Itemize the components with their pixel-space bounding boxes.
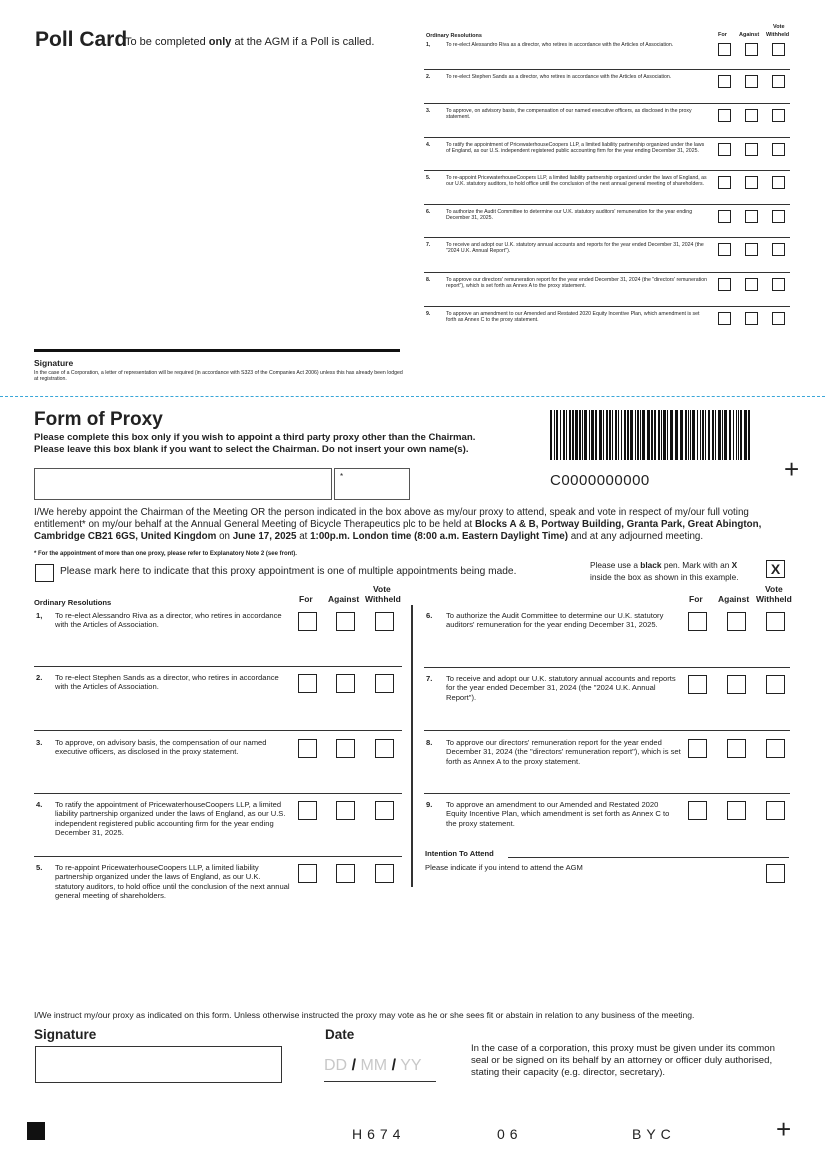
proxy-resolution-number: 9. [426, 800, 433, 809]
date-sep-1: / [351, 1057, 357, 1074]
barcode-bar [718, 410, 721, 460]
barcode-bar [647, 410, 650, 460]
barcode-bar [618, 410, 619, 460]
proxy-resolution-text: To approve our directors' remuneration report for the year ended December 31, 2024 (the "directors' remuneration report"), which is set forth as Annex A to the proxy statement. [446, 738, 681, 766]
proxy-withheld-checkbox-2[interactable] [375, 674, 394, 693]
proxy-for-checkbox-5[interactable] [298, 864, 317, 883]
poll-row-rule [424, 272, 790, 273]
registration-mark-top: + [784, 454, 800, 484]
poll-withheld-checkbox-3[interactable] [772, 109, 785, 122]
proxy-against-checkbox-9[interactable] [727, 801, 746, 820]
barcode-bar [563, 410, 565, 460]
barcode-bar [663, 410, 666, 460]
barcode-bar [606, 410, 608, 460]
barcode-bar [722, 410, 723, 460]
registration-mark-bottom: + [776, 1114, 792, 1144]
poll-resolution-number: 8. [426, 277, 431, 283]
barcode [550, 410, 752, 460]
barcode-bar [566, 410, 567, 460]
poll-resolution-text: To ratify the appointment of PricewaterhouseCoopers LLP, a limited liability partnership organized under the laws of England, as our U.S. independent registered public accounting firm for the year ending December 31, 2025. [446, 142, 705, 155]
barcode-bar [572, 410, 574, 460]
barcode-bar [658, 410, 660, 460]
barcode-bar [733, 410, 734, 460]
barcode-bar [700, 410, 701, 460]
proxy-row-rule [34, 666, 402, 667]
barcode-bar [688, 410, 689, 460]
proxy-resolution-text: To re-elect Stephen Sands as a director, who retires in accordance with the Articles of Association. [55, 673, 279, 692]
intention-rule [508, 857, 789, 858]
barcode-bar [724, 410, 727, 460]
appoint-at: at [299, 530, 308, 542]
proxy-withheld-checkbox-1[interactable] [375, 612, 394, 631]
proxy-against-checkbox-6[interactable] [727, 612, 746, 631]
poll-col-for: For [718, 32, 727, 38]
pen-post: inside the box as shown in this example. [590, 571, 739, 582]
barcode-bar [654, 410, 656, 460]
poll-resolution-text: To re-elect Alessandro Riva as a director, who retires in accordance with the Articles of Association. [446, 42, 674, 48]
signature-box[interactable] [35, 1046, 282, 1083]
poll-row-rule [424, 306, 790, 307]
proxy-resolution-number: 4. [36, 800, 43, 809]
barcode-bar [702, 410, 704, 460]
proxy-left-col-vote: Vote [373, 584, 391, 594]
proxy-title: Form of Proxy [34, 409, 163, 430]
proxy-votes-asterisk: * [340, 472, 344, 481]
pen-x: X [731, 560, 738, 570]
barcode-bar [615, 410, 617, 460]
barcode-number: C0000000000 [550, 472, 650, 489]
poll-resolution-text: To approve our directors' remuneration report for the year ended December 31, 2024 (the "directors' remuneration report"), which is set forth as Annex A to the proxy statement. [446, 277, 708, 290]
proxy-resolution-text: To re-appoint PricewaterhouseCoopers LLP, a limited liability partnership organized under the laws of England, as our U.K. statutory auditors, to hold office until the conclusion of the next annual general meeting of shareholders. [55, 863, 290, 900]
proxy-for-checkbox-4[interactable] [298, 801, 317, 820]
proxy-row-rule [424, 667, 790, 668]
proxy-right-col-against: Against [718, 594, 750, 604]
poll-for-checkbox-1[interactable] [718, 43, 731, 56]
poll-against-checkbox-4[interactable] [745, 143, 758, 156]
intention-text: Please indicate if you intend to attend the AGM [425, 863, 583, 872]
barcode-bar [729, 410, 731, 460]
proxy-name-input[interactable] [34, 468, 332, 500]
poll-col-vote: Vote [773, 24, 785, 30]
poll-withheld-checkbox-8[interactable] [772, 278, 785, 291]
barcode-bar [630, 410, 633, 460]
proxy-row-rule [34, 793, 402, 794]
barcode-bar [642, 410, 645, 460]
poll-withheld-checkbox-2[interactable] [772, 75, 785, 88]
proxy-row-rule [424, 793, 790, 794]
proxy-for-checkbox-7[interactable] [688, 675, 707, 694]
date-sep-2: / [391, 1057, 397, 1074]
barcode-bar [627, 410, 629, 460]
proxy-resolution-text: To re-elect Alessandro Riva as a director, who retires in accordance with the Articles of Association. [55, 611, 282, 630]
poll-col-against: Against [739, 32, 760, 38]
poll-for-checkbox-2[interactable] [718, 75, 731, 88]
proxy-resolution-number: 2. [36, 673, 43, 682]
barcode-bar [740, 410, 742, 460]
proxy-against-checkbox-5[interactable] [336, 864, 355, 883]
barcode-bar [599, 410, 602, 460]
poll-row-rule [424, 170, 790, 171]
proxy-resolution-text: To ratify the appointment of PricewaterhouseCoopers LLP, a limited liability partnership organized under the laws of England, as our U.S. independent registered public accounting firm for the year ending December 31, 2025. [55, 800, 286, 837]
poll-resolution-number: 3. [426, 108, 431, 114]
poll-resolution-number: 2. [426, 74, 431, 80]
barcode-bar [675, 410, 678, 460]
date-label: Date [325, 1027, 355, 1042]
poll-for-checkbox-3[interactable] [718, 109, 731, 122]
poll-signature-line [34, 349, 400, 352]
barcode-bar [612, 410, 613, 460]
poll-resolution-number: 7. [426, 242, 431, 248]
proxy-right-col-vote: Vote [765, 584, 783, 594]
appointment-footnote: * For the appointment of more than one proxy, please refer to Explanatory Note 2 (see front). [34, 551, 297, 557]
poll-against-checkbox-7[interactable] [745, 243, 758, 256]
proxy-resolution-text: To approve, on advisory basis, the compensation of our named executive officers, as disclosed in the proxy statement. [55, 738, 267, 757]
poll-withheld-checkbox-9[interactable] [772, 312, 785, 325]
footer-code-1: H674 [352, 1126, 406, 1142]
barcode-bar [554, 410, 555, 460]
appoint-time: 1:00p.m. London time (8:00 a.m. Eastern Daylight Time) [310, 530, 568, 542]
poll-card-subtitle [125, 36, 374, 48]
appoint-date: June 17, 2025 [232, 530, 297, 542]
barcode-bar [624, 410, 626, 460]
poll-withheld-checkbox-4[interactable] [772, 143, 785, 156]
barcode-bar [708, 410, 710, 460]
poll-row-rule [424, 237, 790, 238]
barcode-bar [661, 410, 662, 460]
poll-row-rule [424, 69, 790, 70]
poll-withheld-checkbox-1[interactable] [772, 43, 785, 56]
barcode-bar [670, 410, 673, 460]
barcode-bar [705, 410, 706, 460]
multiple-appointments-label: Please mark here to indicate that this proxy appointment is one of multiple appointments being made. [60, 566, 517, 577]
proxy-resolution-text: To receive and adopt our U.K. statutory annual accounts and reports for the year ended December 31, 2024 (the "2024 U.K. Annual Report"). [446, 674, 676, 702]
pen-pre: Please use a [590, 560, 638, 570]
proxy-for-checkbox-6[interactable] [688, 612, 707, 631]
poll-withheld-checkbox-6[interactable] [772, 210, 785, 223]
poll-subtitle-pre: To be completed [125, 36, 206, 48]
poll-for-checkbox-6[interactable] [718, 210, 731, 223]
barcode-bar [579, 410, 581, 460]
appoint-place: Blocks A & B, Portway Building, Granta Park, Great Abington, Cambridge CB21 6GS, United Kingdom [34, 518, 762, 542]
poll-resolution-text: To approve, on advisory basis, the compensation of our named executive officers, as disclosed in the proxy statement. [446, 108, 692, 121]
proxy-instruction-2: Please leave this box blank if you want to select the Chairman. Do not insert your own name(s). [34, 444, 469, 455]
proxy-resolution-text: To authorize the Audit Committee to determine our U.K. statutory auditors' remuneration for the year ending December 31, 2025. [446, 611, 664, 630]
poll-resolution-text: To re-appoint PricewaterhouseCoopers LLP, a limited liability partnership organized under the laws of England, as our U.K. statutory auditors, to hold office until the conclusion of the next annual general meeting of shareholders. [446, 175, 707, 188]
proxy-against-checkbox-1[interactable] [336, 612, 355, 631]
poll-row-rule [424, 137, 790, 138]
barcode-bar [584, 410, 587, 460]
poll-resolution-number: 6. [426, 209, 431, 215]
proxy-row-rule [424, 730, 790, 731]
date-mm: MM [360, 1057, 388, 1074]
poll-resolution-text: To approve an amendment to our Amended and Restated 2020 Equity Incentive Plan, which amendment is set forth as Annex C to the proxy statement. [446, 311, 700, 324]
proxy-row-rule [34, 856, 402, 857]
poll-row-rule [424, 103, 790, 104]
poll-for-checkbox-9[interactable] [718, 312, 731, 325]
poll-resolution-text: To receive and adopt our U.K. statutory annual accounts and reports for the year ended December 31, 2024 (the "2024 U.K. Annual Report"). [446, 242, 704, 255]
barcode-bar [603, 410, 604, 460]
poll-resolutions-heading: Ordinary Resolutions [426, 33, 482, 39]
appointment-text [34, 507, 794, 543]
barcode-bar [575, 410, 578, 460]
barcode-bar [744, 410, 747, 460]
proxy-for-checkbox-3[interactable] [298, 739, 317, 758]
barcode-bar [736, 410, 737, 460]
poll-against-checkbox-9[interactable] [745, 312, 758, 325]
appoint-end: and at any adjourned meeting. [570, 530, 704, 542]
instruction-text: I/We instruct my/our proxy as indicated on this form. Unless otherwise instructed the proxy may vote as he or she sees fit or abstain in relation to any business of the meeting. [34, 1010, 695, 1020]
proxy-resolutions-heading: Ordinary Resolutions [34, 598, 112, 607]
poll-against-checkbox-5[interactable] [745, 176, 758, 189]
barcode-bar [738, 410, 739, 460]
proxy-signature-label: Signature [34, 1027, 97, 1042]
barcode-bar [685, 410, 687, 460]
poll-signature-label: Signature [34, 358, 74, 368]
intention-title: Intention To Attend [425, 849, 494, 858]
poll-against-checkbox-1[interactable] [745, 43, 758, 56]
barcode-bar [637, 410, 639, 460]
proxy-resolution-number: 6. [426, 611, 433, 620]
poll-card-title: Poll Card [35, 28, 128, 51]
barcode-bar [591, 410, 594, 460]
barcode-bar [595, 410, 597, 460]
footer-code-2: 06 [497, 1126, 523, 1142]
barcode-bar [556, 410, 558, 460]
poll-against-checkbox-6[interactable] [745, 210, 758, 223]
proxy-against-checkbox-8[interactable] [727, 739, 746, 758]
poll-against-checkbox-2[interactable] [745, 75, 758, 88]
poll-col-withheld: Withheld [766, 32, 790, 38]
poll-for-checkbox-4[interactable] [718, 143, 731, 156]
barcode-bar [692, 410, 695, 460]
barcode-bar [621, 410, 622, 460]
proxy-row-rule [34, 730, 402, 731]
proxy-against-checkbox-2[interactable] [336, 674, 355, 693]
proxy-withheld-checkbox-7[interactable] [766, 675, 785, 694]
barcode-bar [582, 410, 583, 460]
proxy-resolution-text: To approve an amendment to our Amended and Restated 2020 Equity Incentive Plan, which amendment is set forth as Annex C to the proxy statement. [446, 800, 670, 828]
barcode-bar [667, 410, 668, 460]
proxy-withheld-checkbox-9[interactable] [766, 801, 785, 820]
proxy-for-checkbox-1[interactable] [298, 612, 317, 631]
pen-mid: pen. Mark with an [663, 560, 730, 570]
proxy-instruction-1: Please complete this box only if you wish to appoint a third party proxy other than the Chairman. [34, 432, 476, 443]
proxy-against-checkbox-7[interactable] [727, 675, 746, 694]
proxy-resolution-number: 3. [36, 738, 43, 747]
poll-for-checkbox-7[interactable] [718, 243, 731, 256]
barcode-bar [609, 410, 611, 460]
proxy-withheld-checkbox-5[interactable] [375, 864, 394, 883]
barcode-bar [697, 410, 698, 460]
barcode-bar [680, 410, 683, 460]
barcode-bar [550, 410, 552, 460]
proxy-withheld-checkbox-4[interactable] [375, 801, 394, 820]
proxy-for-checkbox-9[interactable] [688, 801, 707, 820]
example-mark-box: X [766, 560, 785, 578]
multiple-appointments-checkbox[interactable] [35, 564, 54, 582]
proxy-resolution-number: 5. [36, 863, 43, 872]
poll-for-checkbox-5[interactable] [718, 176, 731, 189]
poll-withheld-checkbox-5[interactable] [772, 176, 785, 189]
poll-resolution-text: To authorize the Audit Committee to determine our U.K. statutory auditors' remuneration for the year ending December 31, 2025. [446, 209, 693, 222]
proxy-votes-input[interactable] [334, 468, 410, 500]
poll-subtitle-post: at the AGM if a Poll is called. [234, 36, 375, 48]
poll-for-checkbox-8[interactable] [718, 278, 731, 291]
footer-square-mark [27, 1122, 45, 1140]
poll-against-checkbox-3[interactable] [745, 109, 758, 122]
date-input[interactable] [324, 1057, 436, 1075]
barcode-bar [690, 410, 691, 460]
tear-line [0, 396, 825, 397]
appoint-on: on [219, 530, 230, 542]
poll-against-checkbox-8[interactable] [745, 278, 758, 291]
proxy-withheld-checkbox-8[interactable] [766, 739, 785, 758]
proxy-against-checkbox-3[interactable] [336, 739, 355, 758]
proxy-withheld-checkbox-3[interactable] [375, 739, 394, 758]
poll-subtitle-bold: only [208, 36, 232, 48]
barcode-bar [640, 410, 641, 460]
barcode-bar [569, 410, 571, 460]
corporation-note: In the case of a corporation, this proxy must be given under its common seal or be signed on its behalf by an attorney or officer duly authorised, stating their capacity (e.g. director, secretary). [471, 1043, 775, 1079]
proxy-left-col-withheld: Withheld [365, 594, 401, 604]
proxy-left-col-for: For [299, 594, 313, 604]
barcode-bar [712, 410, 714, 460]
proxy-resolution-number: 7. [426, 674, 433, 683]
poll-resolution-number: 4. [426, 142, 431, 148]
barcode-bar [651, 410, 653, 460]
date-underline [324, 1081, 436, 1082]
pen-bold: black [640, 560, 662, 570]
column-divider [411, 605, 413, 887]
pen-instruction [590, 560, 790, 583]
poll-row-rule [424, 204, 790, 205]
barcode-bar [560, 410, 561, 460]
date-dd: DD [324, 1057, 348, 1074]
proxy-right-col-for: For [689, 594, 703, 604]
poll-withheld-checkbox-7[interactable] [772, 243, 785, 256]
barcode-bar [589, 410, 590, 460]
proxy-right-col-withheld: Withheld [756, 594, 792, 604]
poll-resolution-text: To re-elect Stephen Sands as a director, who retires in accordance with the Articles of Association. [446, 74, 672, 80]
proxy-for-checkbox-8[interactable] [688, 739, 707, 758]
proxy-left-col-against: Against [328, 594, 360, 604]
poll-signature-note: In the case of a Corporation, a letter of representation will be required (in accordance with S323 of the Companies Act 2006) unless this has already been lodged at registration. [34, 370, 403, 383]
poll-resolution-number: 5. [426, 175, 431, 181]
date-yy: YY [400, 1057, 422, 1074]
barcode-bar [715, 410, 716, 460]
attend-agm-checkbox[interactable] [766, 864, 785, 883]
proxy-resolution-number: 8. [426, 738, 433, 747]
proxy-resolution-number: 1, [36, 611, 43, 620]
poll-resolution-number: 9. [426, 311, 431, 317]
appoint-part-1: I/We hereby appoint the Chairman of the Meeting OR the person indicated in the box above as my/our proxy to attend, speak and vote in respect of my/our full voting entitlement* on my/our behalf at the Annual General Meeting of Bicycle Therapeutics plc to be held at [34, 507, 749, 530]
footer-code-3: BYC [632, 1126, 676, 1142]
barcode-bar [635, 410, 636, 460]
proxy-for-checkbox-2[interactable] [298, 674, 317, 693]
poll-resolution-number: 1, [426, 42, 431, 48]
proxy-withheld-checkbox-6[interactable] [766, 612, 785, 631]
barcode-bar [748, 410, 750, 460]
proxy-against-checkbox-4[interactable] [336, 801, 355, 820]
